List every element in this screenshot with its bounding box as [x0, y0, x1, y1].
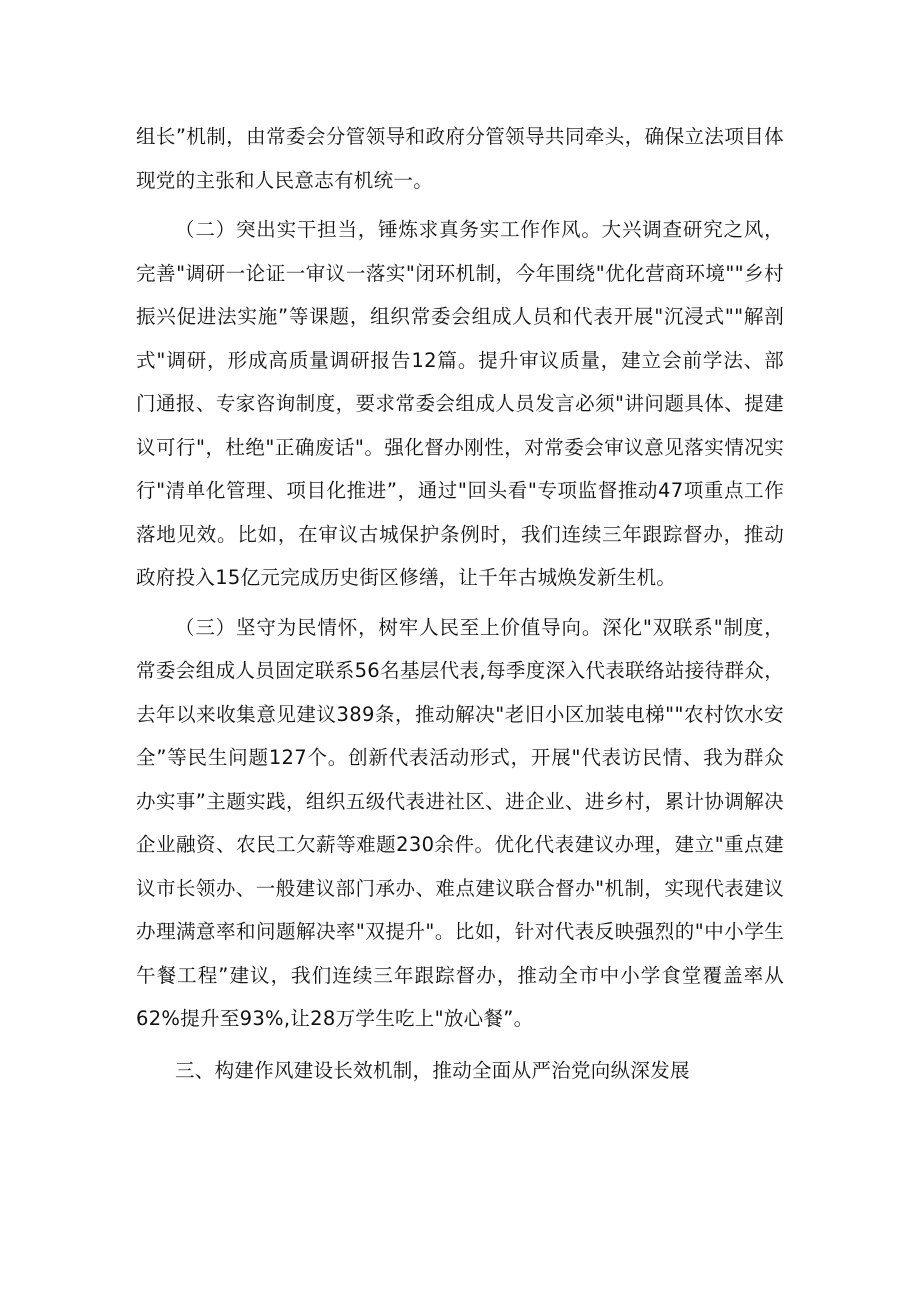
paragraph-people-first: （三）坚守为民情怀，树牢人民至上价值导向。深化"双联系"制度，常委会组成人员固定联系56名基层代表,每季度深入代表联络站接待群众，去年以来收集意见建议389条，推动解决"老旧小区加装电梯""农村饮水安全”等民生问题127个。创新代表活动形式，开展"代表访民情、我为群众办实事”主题实践，组织五级代表进社区、进企业、进乡村，累计协调解决企业融资、农民工欠薪等难题230余件。优化代表建议办理，建立"重点建议市长领办、一般建议部门承办、难点建议联合督办"机制，实现代表建议办理满意率和问题解决率"双提升"。比如，针对代表反映强烈的"中小学生午餐工程”建议，我们连续三年跟踪督办，推动全市中小学食堂覆盖率从62%提升至93%,让28万学生吃上"放心餐”。	[136, 615, 784, 1030]
document-body	[136, 115, 784, 1092]
paragraph-continuation: 组长”机制，由常委会分管领导和政府分管领导共同牵头，确保立法项目体现党的主张和人民意志有机统一。	[136, 125, 784, 192]
paragraph-work-style: （二）突出实干担当，锤炼求真务实工作作风。大兴调查研究之风，完善"调研一论证一审议一落实"闭环机制，今年围绕"优化营商环境""乡村振兴促进法实施”等课题，组织常委会组成人员和代表开展"沉浸式""解剖式"调研，形成高质量调研报告12篇。提升审议质量，建立会前学法、部门通报、专家咨询制度，要求常委会组成人员发言必须"讲问题具体、提建议可行"，杜绝"正确废话"。强化督办刚性，对常委会审议意见落实情况实行"清单化管理、项目化推进”，通过"回头看"专项监督推动47项重点工作落地见效。比如，在审议古城保护条例时，我们连续三年跟踪督办，推动政府投入15亿元完成历史街区修缮，让千年古城焕发新生机。	[136, 218, 784, 589]
section-heading: 三、构建作风建设长效机制，推动全面从严治党向纵深发展	[175, 1058, 690, 1082]
